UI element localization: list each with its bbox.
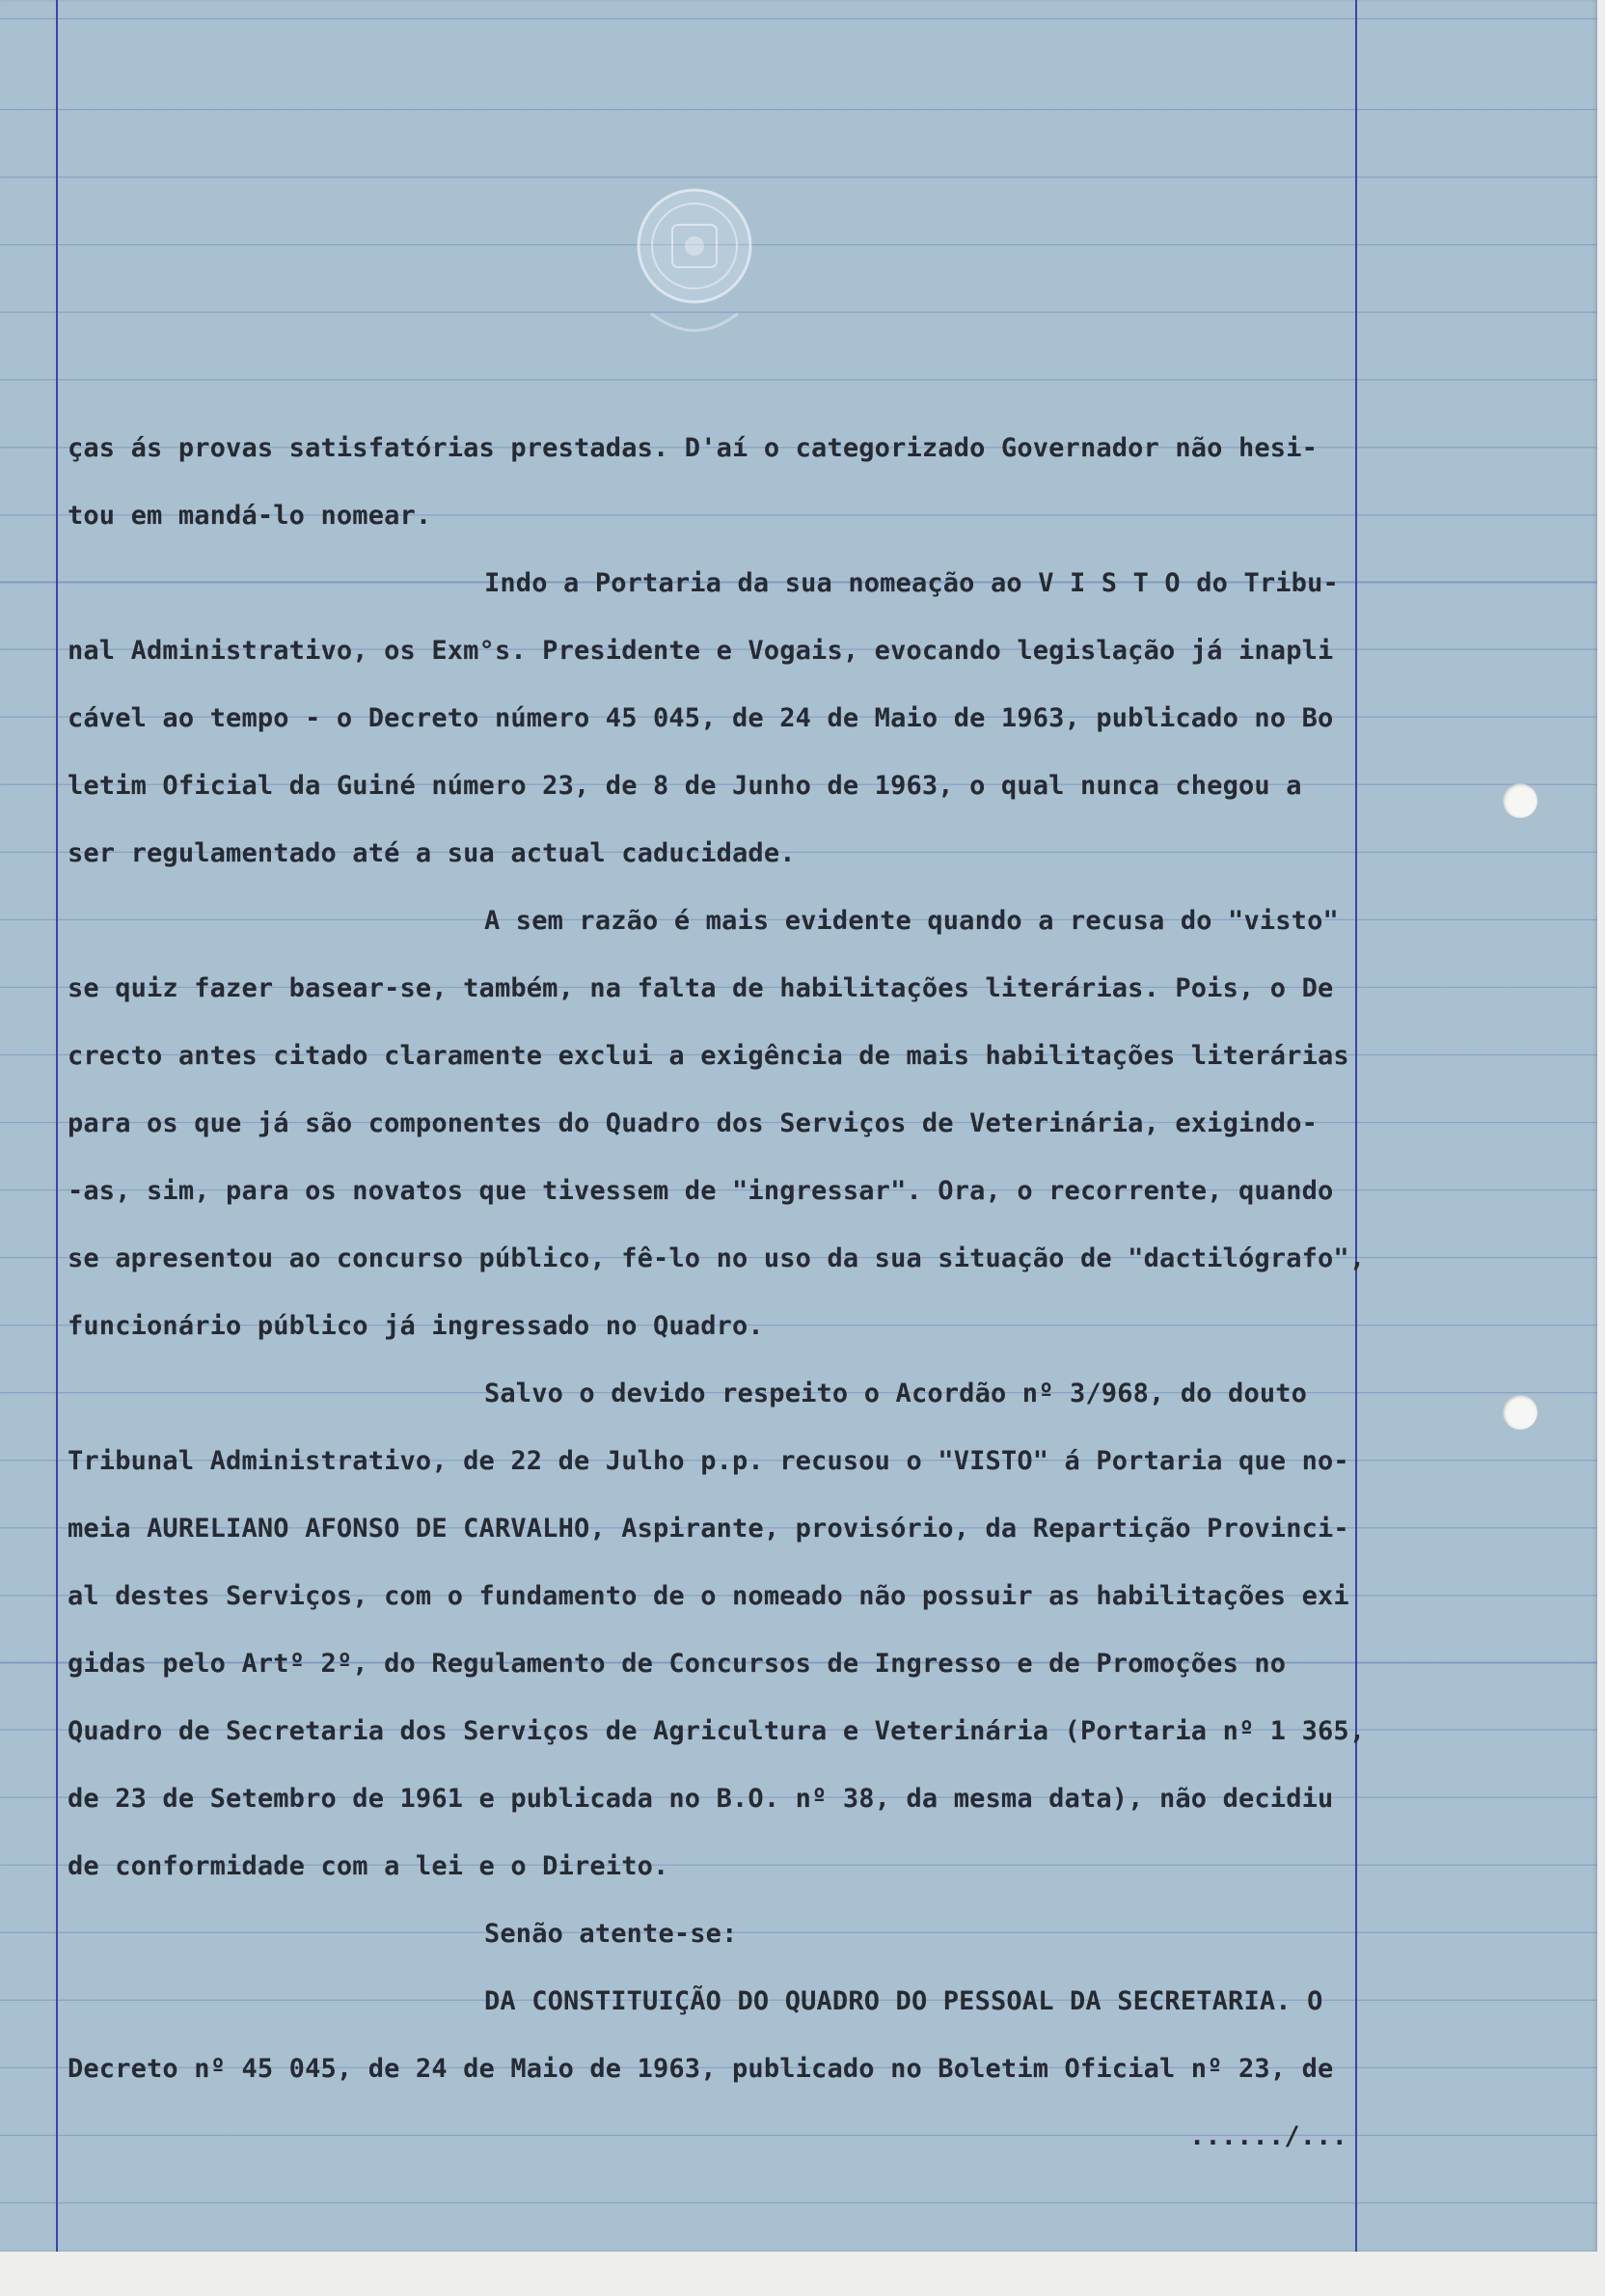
text-line: ças ás provas satisfatórias prestadas. D'aí o categorizado Governador não hesi- bbox=[68, 433, 1319, 463]
text-line: Decreto nº 45 045, de 24 de Maio de 1963, publicado no Boletim Oficial nº 23, de bbox=[68, 2054, 1334, 2084]
text-line: -as, sim, para os novatos que tivessem de "ingressar". Ora, o recorrente, quando bbox=[68, 1176, 1334, 1206]
typed-body bbox=[68, 415, 1365, 2171]
text-line: letim Oficial da Guiné número 23, de 8 de Junho de 1963, o qual nunca chegou a bbox=[68, 771, 1302, 801]
paragraph-start-line: Senão atente-se: bbox=[484, 1919, 738, 1949]
text-line: para os que já são componentes do Quadro dos Serviços de Veterinária, exigindo- bbox=[68, 1108, 1319, 1138]
text-line: meia AURELIANO AFONSO DE CARVALHO, Aspirante, provisório, da Repartição Provinci- bbox=[68, 1514, 1349, 1544]
text-line: se apresentou ao concurso público, fê-lo no uso da sua situação de "dactilógrafo", bbox=[68, 1244, 1366, 1273]
text-line: ser regulamentado até a sua actual caducidade. bbox=[68, 838, 796, 868]
text-line: de 23 de Setembro de 1961 e publicada no B.O. nº 38, da mesma data), não decidiu bbox=[68, 1784, 1334, 1814]
text-line: nal Administrativo, os Exm°s. Presidente e Vogais, evocando legislação já inapli bbox=[68, 636, 1334, 666]
continuation-mark: ....../... bbox=[1188, 2121, 1347, 2151]
section-heading-line: DA CONSTITUIÇÃO DO QUADRO DO PESSOAL DA SECRETARIA. O bbox=[484, 1986, 1323, 2016]
text-line: cável ao tempo - o Decreto número 45 045, de 24 de Maio de 1963, publicado no Bo bbox=[68, 703, 1334, 733]
text-line: Quadro de Secretaria dos Serviços de Agricultura e Veterinária (Portaria nº 1 365, bbox=[68, 1716, 1366, 1746]
text-line: al destes Serviços, com o fundamento de o nomeado não possuir as habilitações exi bbox=[68, 1581, 1349, 1611]
text-line: de conformidade com a lei e o Direito. bbox=[68, 1851, 669, 1881]
text-line: Tribunal Administrativo, de 22 de Julho p.p. recusou o "VISTO" á Portaria que no- bbox=[68, 1446, 1349, 1476]
text-line: tou em mandá-lo nomear. bbox=[68, 501, 432, 531]
paragraph-start-line: Indo a Portaria da sua nomeação ao V I S T O do Tribu- bbox=[484, 568, 1339, 598]
text-line: funcionário público já ingressado no Quadro. bbox=[68, 1311, 764, 1341]
embossed-seal-icon bbox=[632, 178, 757, 352]
paragraph-start-line: A sem razão é mais evidente quando a recusa do "visto" bbox=[484, 906, 1339, 936]
text-line: se quiz fazer basear-se, também, na falta de habilitações literárias. Pois, o De bbox=[68, 973, 1334, 1003]
left-margin-rule bbox=[56, 0, 58, 2252]
text-line: crecto antes citado claramente exclui a exigência de mais habilitações literárias bbox=[68, 1041, 1349, 1071]
punch-hole-icon bbox=[1503, 1395, 1537, 1430]
paragraph-start-line: Salvo o devido respeito o Acordão nº 3/968, do douto bbox=[484, 1379, 1308, 1408]
punch-hole-icon bbox=[1503, 783, 1537, 818]
text-line: gidas pelo Artº 2º, do Regulamento de Concursos de Ingresso e de Promoções no bbox=[68, 1649, 1287, 1679]
